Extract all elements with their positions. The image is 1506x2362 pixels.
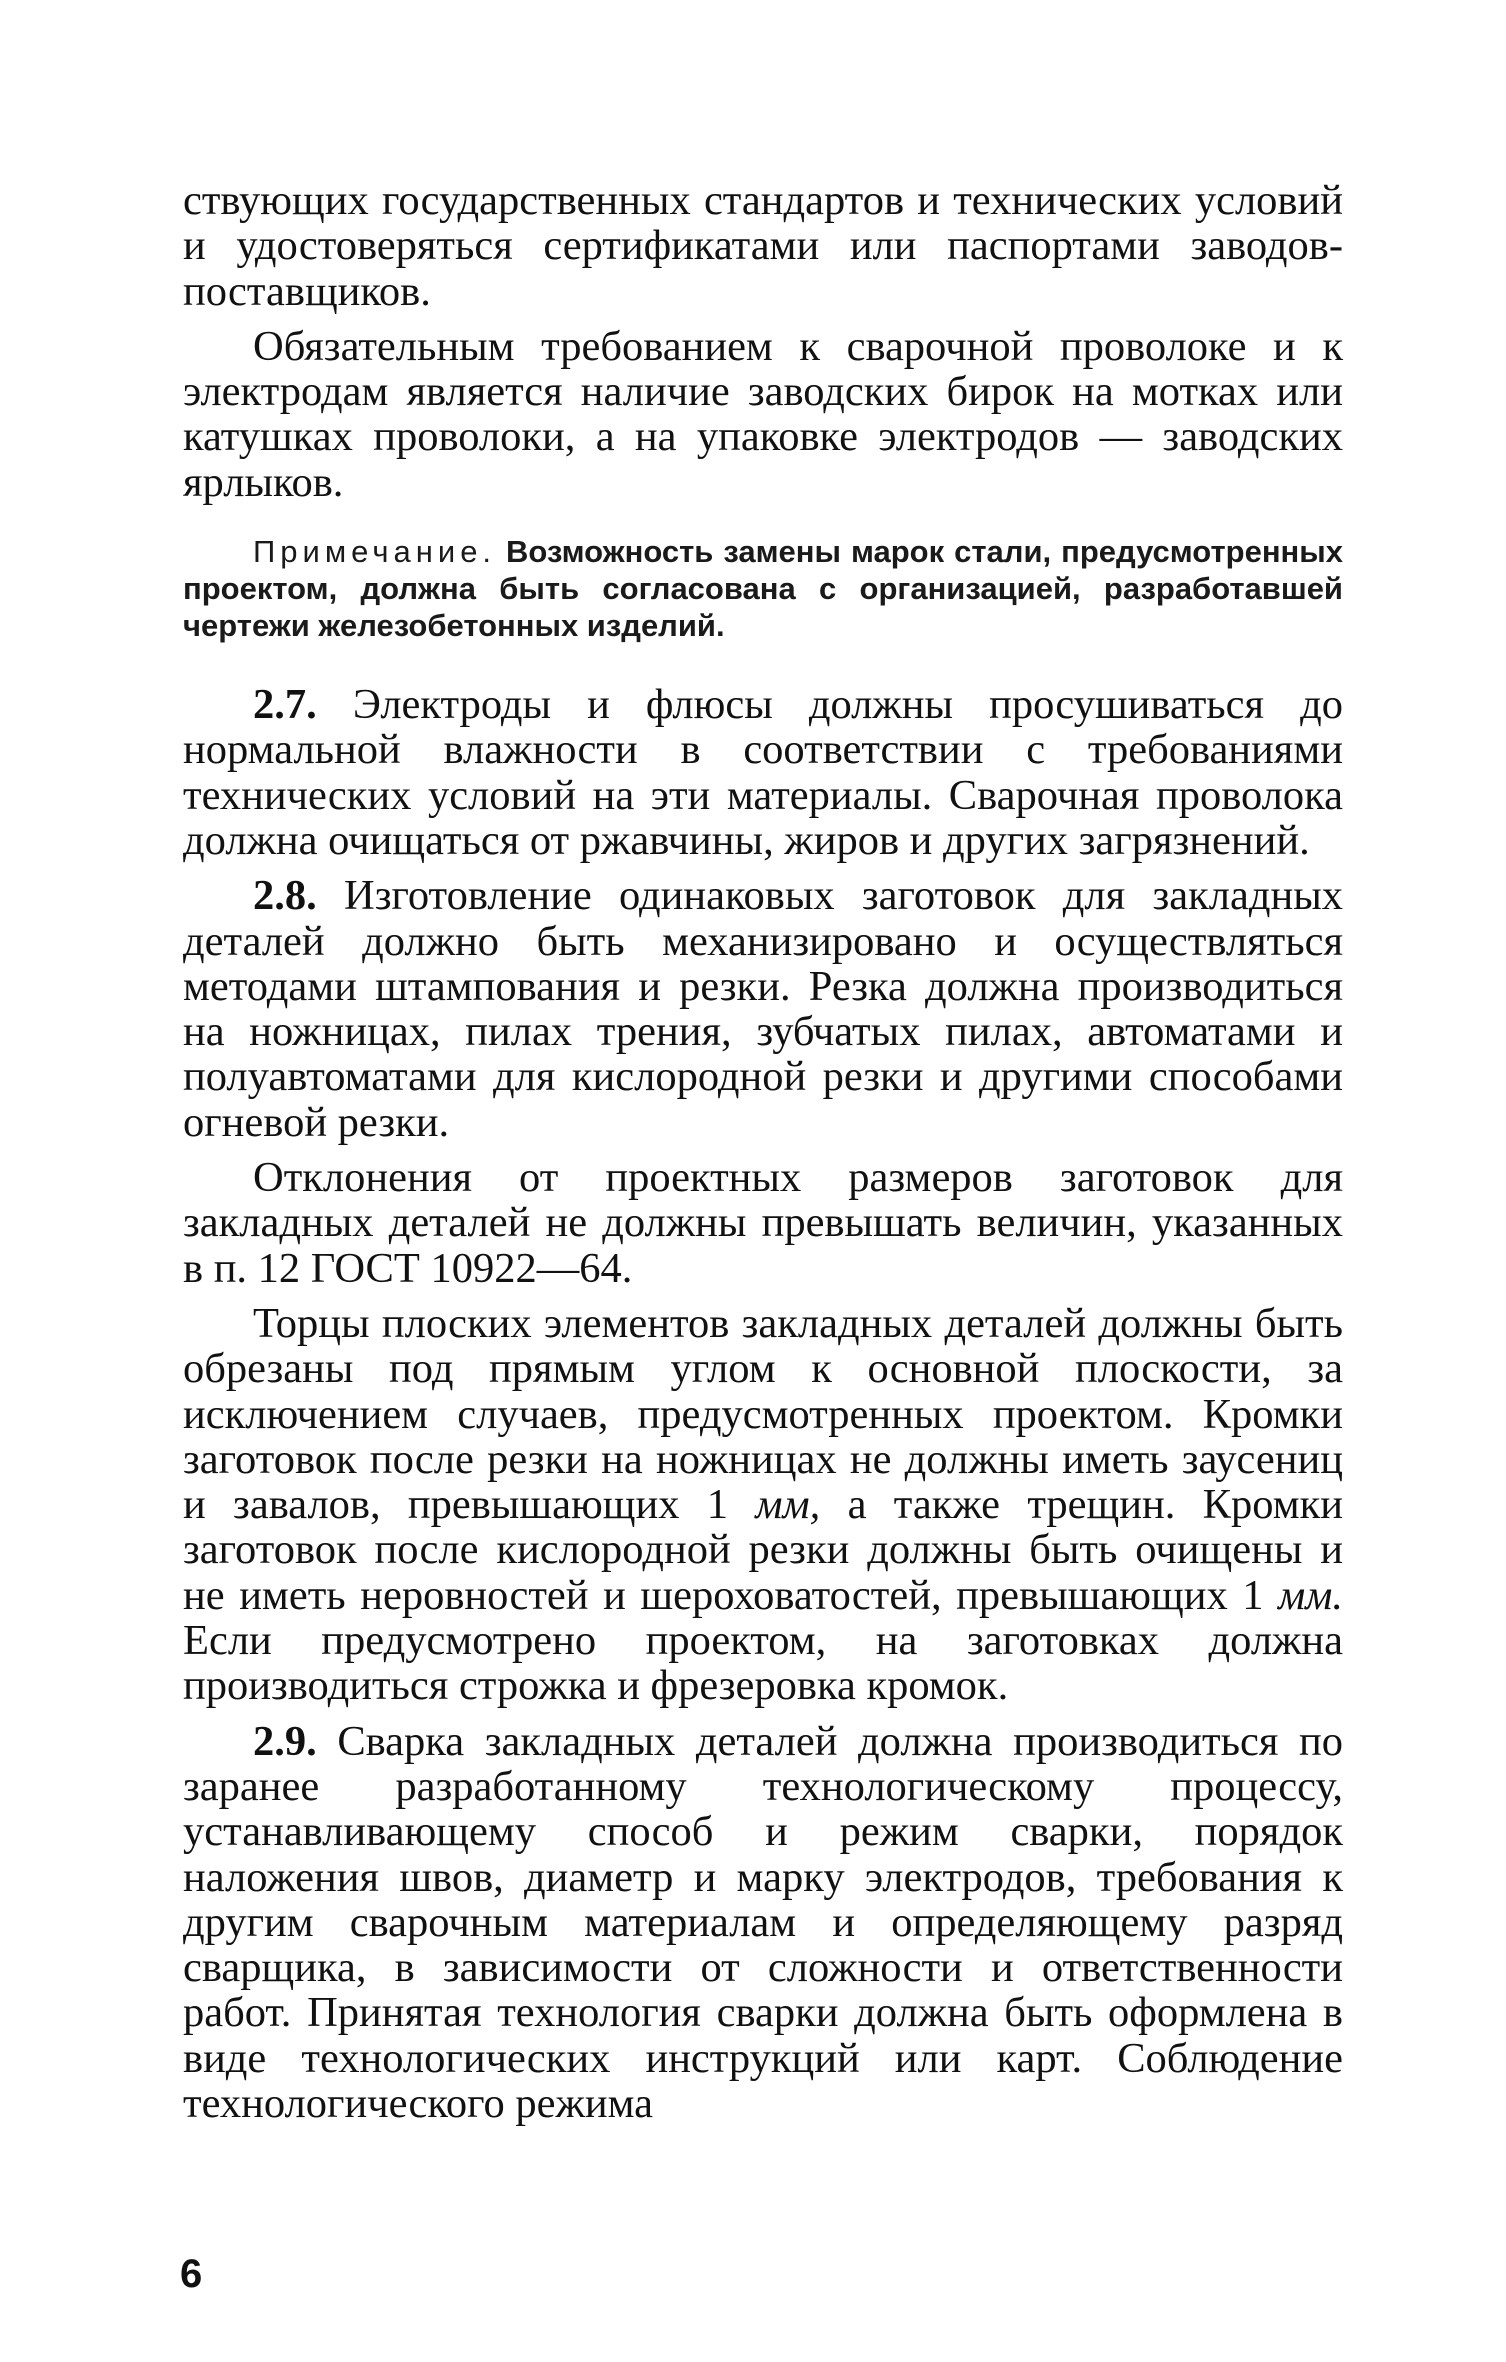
section-number: 2.7. [253,681,317,729]
paragraph-wire-requirements: Обязательным требованием к сварочной проволоке и к электродам является наличие заводских бирок на мотках или катушках проволоки, а на упаковке электродов — заводских ярлыков. [183,322,1343,506]
note-text: Возможность замены марок стали, предусмотренных проектом, должна быть согласована с организацией, разработавшей чертежи железобетонных изделий. [183,534,1343,644]
section-2-7 [183,682,1343,863]
section-number: 2.9. [253,1717,317,1765]
note-label: Примечание. [253,534,497,570]
section-2-9 [183,1719,1343,2127]
text-part: Если предусмотрено проектом, на заготовках должна производиться строжка и фрезеровка кромок. [183,1617,1343,1710]
unit-mm: мм, [755,1481,821,1529]
text-part: Торцы плоских элементов закладных деталей должны быть обрезаны под прямым углом к основной плоскости, за исключением случаев, предусмотренных проектом. Кромки заготовок после резки на ножницах не должны иметь заусениц и завалов, превышающих 1 [183,1299,1343,1529]
paragraph-element-ends [183,1301,1343,1709]
paragraph-deviations: Отклонения от проектных размеров заготовок для закладных деталей не должны превышать величин, указанных в п. 12 ГОСТ 10922—64. [183,1154,1343,1292]
paragraph-continuation: ствующих государственных стандартов и технических условий и удостоверяться сертификатами или паспортами заводов-поставщиков. [183,177,1343,315]
section-text: Изготовление одинаковых заготовок для закладных деталей должно быть механизировано и осуществляться методами штампования и резки. Резка должна производиться на ножницах, пилах трения, зубчатых пилах, автоматами и полуавтоматами для кислородной резки и другими способами огневой резки. [183,872,1343,1146]
note-block [183,533,1343,644]
section-number: 2.8. [253,872,317,920]
page-number: 6 [180,2252,203,2296]
page-body [183,178,1343,2126]
text-part: а также трещин. Кромки заготовок после кислородной резки должны быть очищены и не иметь неровностей и шероховатостей, превышающих 1 [183,1481,1344,1619]
section-2-8 [183,873,1343,1145]
section-text: Электроды и флюсы должны просушиваться до нормальной влажности в соответствии с требованиями технических условий на эти материалы. Сварочная проволока должна очищаться от ржавчины, жиров и других загрязнений. [183,681,1344,864]
section-text: Сварка закладных деталей должна производиться по заранее разработанному технологическому процессу, устанавливающему способ и режим сварки, порядок наложения швов, диаметр и марку электродов, требования к другим сварочным материалам и определяющему разряд сварщика, в зависимости от сложности и ответственности работ. Принятая технология сварки должна быть оформлена в виде технологических инструкций или карт. Соблюдение технологического режима [183,1717,1343,2127]
unit-mm: мм. [1278,1571,1344,1619]
